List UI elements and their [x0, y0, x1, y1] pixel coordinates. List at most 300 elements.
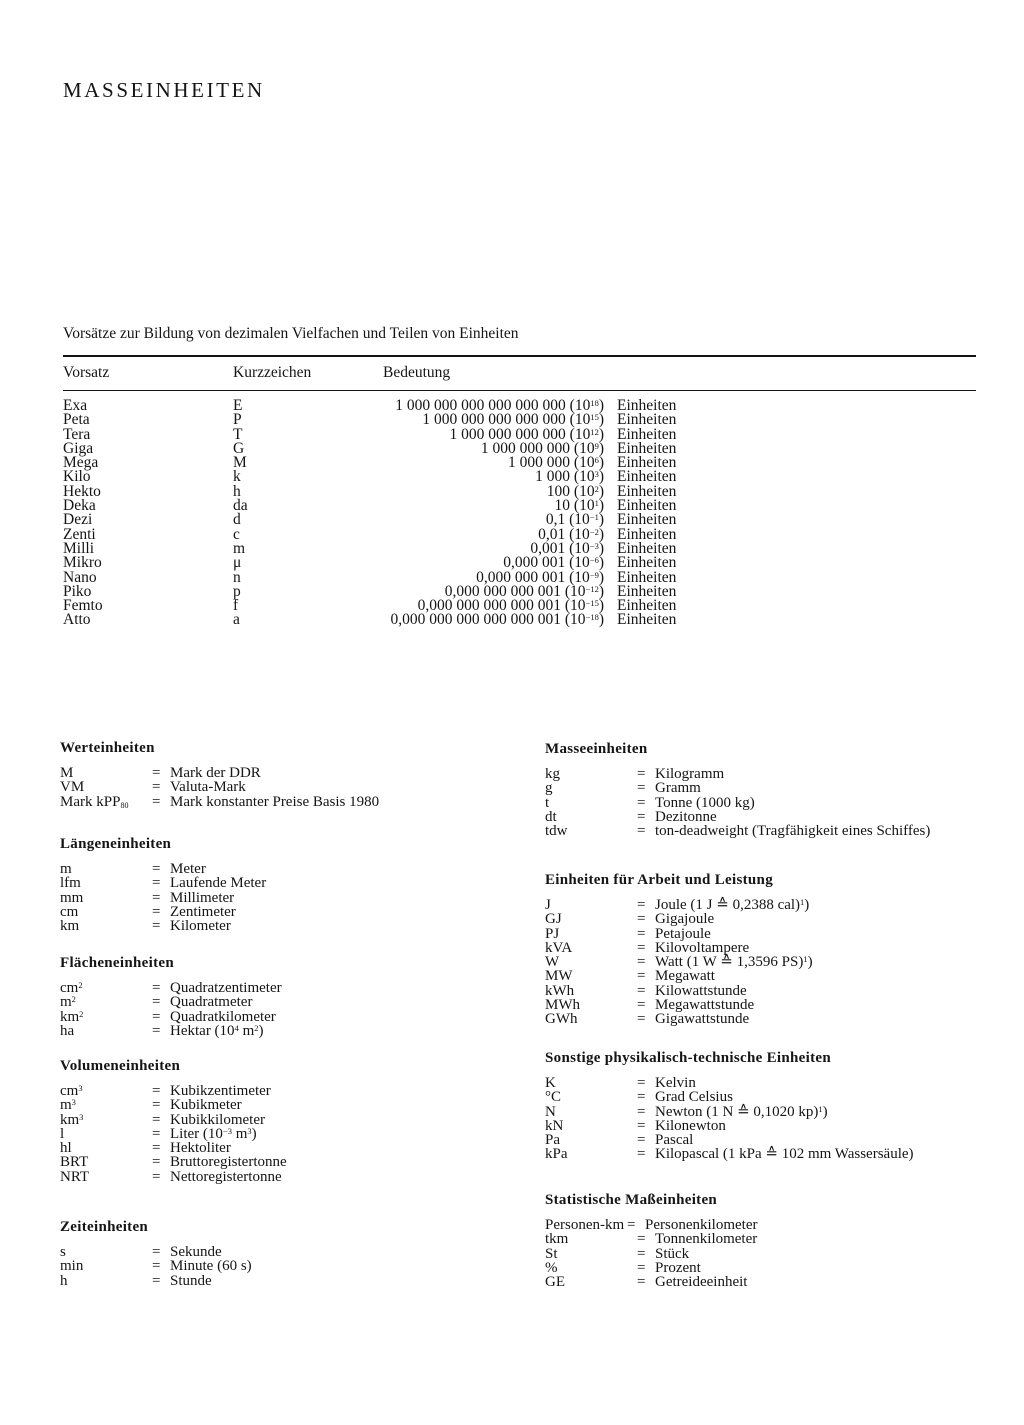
prefix-exponent: 12 [590, 426, 599, 437]
unit-definition: = Prozent [637, 1259, 701, 1276]
prefix-value: 1 000 000 $(10^6)$ [508, 454, 604, 472]
unit-section-masseeinheiten [545, 741, 931, 840]
unit-abbreviation: M [60, 765, 74, 781]
unit-abbreviation: km [60, 918, 80, 935]
list-item [545, 1012, 773, 1026]
prefix-exponent: −12 [585, 583, 599, 594]
equals-sign: = [152, 1111, 161, 1128]
prefix-name: Milli [63, 539, 95, 557]
unit-abbreviation: min [60, 1258, 84, 1275]
equals-sign: = [152, 1097, 161, 1114]
list-item [545, 1090, 831, 1104]
unit-abbreviation: % [545, 1259, 558, 1276]
prefix-symbol: d [233, 511, 241, 529]
prefix-unit-word: Einheiten [617, 454, 677, 472]
equals-sign: = [637, 954, 646, 971]
prefix-name: Exa [63, 397, 88, 414]
unit-abbreviation: VM [60, 779, 85, 796]
equals-sign: = [637, 1259, 646, 1276]
right-section-block [545, 1050, 914, 1163]
prefix-name: Nano [63, 568, 97, 586]
equals-sign: = [152, 980, 161, 996]
table-rule-top [63, 355, 976, 357]
list-item [60, 1244, 222, 1260]
right-section-block [545, 872, 813, 1028]
unit-definition: = Tonne (1000 kg) [637, 794, 755, 811]
column-header-prefix: Vorsatz [63, 364, 110, 381]
list-item [545, 1231, 758, 1248]
prefix-name: Mikro [63, 554, 102, 572]
prefix-unit-word: Einheiten [617, 582, 677, 600]
prefix-value: 1 000 000 000 000 000 $(10^{15})$ [422, 411, 604, 429]
unit-definition: = Sekunde [152, 1244, 222, 1260]
list-item [60, 765, 261, 781]
unit-abbreviation: J [545, 897, 551, 913]
prefix-value: 1 000 000 000 000 000 000 $(10^{18})$ [395, 397, 604, 414]
unit-abbreviation: PJ [545, 925, 560, 942]
unit-definition: = Stück [637, 1245, 690, 1262]
unit-definition: = Kubikzentimeter [152, 1083, 271, 1099]
unit-abbreviation: $m^2$ [60, 994, 76, 1011]
unit-abbreviation: tkm [545, 1231, 569, 1248]
prefix-unit-word: Einheiten [617, 425, 677, 443]
unit-definition: = Millimeter [152, 889, 235, 906]
list-item [60, 1154, 287, 1171]
unit-definition: = Bruttoregistertonne [152, 1154, 287, 1171]
unit-section-l-ngeneinheiten [60, 836, 267, 935]
unit-abbreviation: l [60, 1125, 65, 1142]
equals-sign: = [152, 889, 161, 906]
list-item [545, 1217, 758, 1233]
abbr-superscript: 3 [78, 1083, 83, 1093]
unit-abbreviation: kN [545, 1117, 564, 1134]
equals-sign: = [637, 1089, 646, 1106]
equals-sign: = [152, 875, 161, 892]
abbr-superscript: 3 [79, 1111, 84, 1122]
unit-abbreviation: BRT [60, 1154, 89, 1171]
prefix-name: Kilo [63, 468, 91, 486]
desc-superscript: 3 [247, 1125, 252, 1136]
unit-definition: = Gigajoule [637, 911, 715, 928]
prefix-name: Atto [63, 611, 91, 629]
unit-abbreviation: St [545, 1245, 558, 1262]
desc-superscript: 2 [254, 1022, 259, 1033]
equals-sign: = [152, 1083, 161, 1099]
unit-definition: = Zentimeter [152, 903, 236, 920]
abbr-superscript: 2 [78, 980, 83, 990]
prefix-symbol: h [233, 482, 241, 500]
prefix-unit-word: Einheiten [617, 525, 677, 543]
equals-sign: = [627, 1217, 636, 1233]
list-item [60, 1140, 231, 1157]
prefix-table-body [0, 399, 1024, 628]
list-item [545, 808, 717, 825]
list-item [60, 980, 282, 996]
desc-superscript: 1 [800, 897, 805, 907]
prefix-value: 0,000 001 $(10^{-6})$ [503, 554, 604, 572]
prefix-exponent: −2 [589, 526, 599, 537]
left-section-block [60, 1219, 252, 1289]
prefix-unit-word: Einheiten [617, 439, 677, 457]
prefix-symbol: da [233, 497, 248, 515]
unit-definition: = Watt (1 W ≙ 1,3596 PS)$^1$) [637, 954, 813, 971]
prefix-symbol: M [233, 454, 247, 472]
unit-abbreviation: $cm^2$ [60, 980, 83, 996]
unit-abbreviation: W [545, 954, 560, 971]
unit-definition: = Quadratkilometer [152, 1008, 276, 1025]
equals-sign: = [152, 779, 161, 796]
unit-abbreviation: t [545, 794, 550, 811]
prefix-name: Peta [63, 411, 90, 429]
prefix-name: Dezi [63, 511, 93, 529]
unit-abbreviation: lfm [60, 875, 81, 892]
prefix-symbol: f [233, 597, 239, 615]
prefix-exponent: 18 [590, 398, 599, 408]
equals-sign: = [152, 1154, 161, 1171]
prefix-unit-word: Einheiten [617, 468, 677, 486]
section-heading: Volumeneinheiten [60, 1058, 181, 1074]
unit-definition: = Joule (1 J ≙ 0,2388 cal)$^1$) [637, 897, 810, 913]
unit-definition: = Kubikkilometer [152, 1111, 265, 1128]
unit-definition: = Kilowattstunde [637, 982, 747, 999]
prefix-value: 0,001 $(10^{-3})$ [530, 539, 604, 557]
unit-section-werteinheiten [60, 740, 380, 810]
right-section-block [545, 1192, 758, 1291]
prefix-unit-word: Einheiten [617, 497, 677, 515]
equals-sign: = [637, 780, 646, 797]
left-section-block [60, 740, 380, 810]
unit-definition: = Newton (1 N ≙ 0,1020 kp)$^1$) [637, 1103, 828, 1120]
prefix-exponent: −3 [589, 540, 599, 551]
prefix-exponent: 1 [594, 498, 599, 509]
table-row [0, 513, 1024, 527]
list-item [545, 1274, 748, 1291]
list-item [545, 984, 773, 998]
equals-sign: = [637, 1011, 646, 1028]
equals-sign: = [152, 793, 161, 810]
prefix-exponent: 2 [594, 483, 599, 494]
list-item [60, 875, 267, 892]
equals-sign: = [152, 1272, 161, 1289]
unit-definition: = Liter ($10^{-3}$ $m^3$) [152, 1125, 257, 1142]
list-item [545, 897, 810, 913]
equals-sign: = [152, 1022, 161, 1039]
list-item [545, 1105, 831, 1119]
abbr-superscript: 2 [71, 994, 76, 1005]
unit-abbreviation: kPa [545, 1146, 568, 1163]
prefix-exponent: 6 [594, 455, 599, 466]
prefix-unit-word: Einheiten [617, 511, 677, 529]
list-item [60, 1022, 264, 1039]
prefix-exponent: −9 [589, 569, 599, 580]
equals-sign: = [152, 1140, 161, 1157]
equals-sign: = [637, 925, 646, 942]
prefix-value: 1 000 $(10^3)$ [535, 468, 604, 486]
prefix-exponent: 15 [590, 412, 599, 423]
abbr-superscript: 2 [79, 1008, 84, 1019]
left-section-block [60, 1058, 287, 1185]
list-item [60, 918, 231, 935]
list-item [60, 1111, 265, 1128]
unit-definition: = Quadratzentimeter [152, 980, 282, 996]
list-item [60, 793, 380, 810]
equals-sign: = [152, 861, 161, 877]
prefix-unit-word: Einheiten [617, 597, 677, 615]
unit-definition: = Laufende Meter [152, 875, 267, 892]
equals-sign: = [637, 808, 646, 825]
unit-abbreviation: m [60, 861, 72, 877]
list-item [545, 780, 701, 797]
equals-sign: = [152, 1008, 161, 1025]
list-item [545, 969, 773, 983]
list-item [545, 998, 773, 1012]
left-section-block [60, 955, 282, 1039]
page-title: MASSEINHEITEN [63, 78, 265, 102]
equals-sign: = [637, 1245, 646, 1262]
unit-abbreviation: Mark kPP$_{80}$ [60, 793, 129, 810]
equals-sign: = [637, 939, 646, 956]
unit-abbreviation: dt [545, 808, 557, 825]
prefix-value: 1 000 000 000 $(10^9)$ [480, 439, 604, 457]
unit-definition: = Nettoregistertonne [152, 1168, 282, 1185]
prefix-exponent: −18 [585, 612, 599, 623]
equals-sign: = [637, 897, 646, 913]
list-item [60, 1258, 252, 1275]
unit-definition: = Grad Celsius [637, 1089, 733, 1106]
prefix-value: 0,000 000 000 001 $(10^{-12})$ [444, 582, 604, 600]
unit-abbreviation: GJ [545, 911, 562, 928]
list-item [545, 766, 725, 782]
unit-abbreviation: GWh [545, 1011, 578, 1028]
column-header-symbol: Kurzzeichen [233, 364, 312, 381]
list-item [545, 823, 931, 840]
unit-definition: = Minute (60 s) [152, 1258, 252, 1275]
equals-sign: = [637, 1132, 646, 1149]
list-item [60, 1168, 282, 1185]
unit-section-einheiten-f-r-arbeit-und-leistung [545, 872, 813, 1028]
unit-section-zeiteinheiten [60, 1219, 252, 1289]
unit-abbreviation: mm [60, 889, 84, 906]
unit-abbreviation: $m^3$ [60, 1097, 76, 1114]
unit-abbreviation: kg [545, 766, 560, 782]
equals-sign: = [152, 765, 161, 781]
unit-definition: = Kilovoltampere [637, 939, 750, 956]
prefix-symbol: p [233, 582, 241, 600]
list-item [60, 994, 253, 1011]
unit-abbreviation: K [545, 1075, 556, 1091]
unit-definition: = Getreideeinheit [637, 1274, 748, 1291]
equals-sign: = [637, 1075, 646, 1091]
prefix-value: 1 000 000 000 000 $(10^{12})$ [449, 425, 604, 443]
prefix-name: Deka [63, 497, 96, 515]
left-section-block [60, 836, 267, 935]
prefix-name: Mega [63, 454, 99, 472]
prefix-symbol: E [233, 397, 243, 414]
equals-sign: = [637, 1231, 646, 1248]
unit-abbreviation: cm [60, 903, 79, 920]
table-rule-header [63, 390, 976, 391]
section-heading: Sonstige physikalisch-technische Einheiten [545, 1050, 831, 1066]
prefix-symbol: T [233, 425, 243, 443]
unit-definition: = Hektoliter [152, 1140, 231, 1157]
desc-superscript: 4 [234, 1022, 239, 1033]
equals-sign: = [637, 997, 646, 1014]
section-heading: Masseeinheiten [545, 741, 648, 757]
unit-section-statistische-ma-einheiten [545, 1192, 758, 1291]
list-item [545, 1146, 914, 1163]
unit-definition: = Dezitonne [637, 808, 717, 825]
unit-abbreviation: hl [60, 1140, 72, 1157]
prefix-exponent: 9 [594, 440, 599, 451]
unit-definition: = Megawatt [637, 968, 715, 985]
equals-sign: = [637, 794, 646, 811]
desc-superscript: 1 [803, 954, 808, 965]
prefix-symbol: μ [233, 554, 242, 572]
equals-sign: = [152, 1244, 161, 1260]
prefix-name: Piko [63, 582, 92, 600]
section-heading: Einheiten für Arbeit und Leistung [545, 872, 774, 888]
unit-definition: = Kelvin [637, 1075, 696, 1091]
prefix-value: 0,000 000 000 000 000 001 $(10^{-18})$ [390, 611, 604, 629]
table-row [0, 499, 1024, 513]
prefix-unit-word: Einheiten [617, 611, 677, 629]
abbr-superscript: 3 [71, 1097, 76, 1108]
unit-abbreviation: ha [60, 1022, 75, 1039]
unit-definition: = Kubikmeter [152, 1097, 242, 1114]
equals-sign: = [152, 918, 161, 935]
unit-abbreviation: MWh [545, 997, 580, 1014]
unit-abbreviation: kWh [545, 982, 575, 999]
unit-definition: = Gigawattstunde [637, 1011, 750, 1028]
prefix-name: Femto [63, 597, 103, 615]
unit-abbreviation: Personen-km [545, 1217, 625, 1233]
unit-abbreviation: s [60, 1244, 66, 1260]
unit-definition: = Kilonewton [637, 1117, 726, 1134]
list-item [545, 954, 813, 971]
unit-abbreviation: $km^3$ [60, 1111, 84, 1128]
right-section-block [545, 741, 931, 840]
prefix-exponent: −6 [589, 555, 599, 566]
list-item [545, 1076, 831, 1090]
unit-abbreviation: GE [545, 1274, 565, 1291]
prefix-symbol: a [233, 611, 240, 629]
prefix-value: 0,000 000 000 000 001 $(10^{-15})$ [417, 597, 604, 615]
unit-definition: = Petajoule [637, 925, 711, 942]
prefix-unit-word: Einheiten [617, 411, 677, 429]
table-row [0, 470, 1024, 484]
unit-abbreviation: NRT [60, 1168, 90, 1185]
equals-sign: = [637, 1274, 646, 1291]
equals-sign: = [637, 968, 646, 985]
prefix-unit-word: Einheiten [617, 539, 677, 557]
column-header-meaning: Bedeutung [383, 364, 451, 381]
unit-definition: = Kilometer [152, 918, 231, 935]
unit-definition: = Quadratmeter [152, 994, 253, 1011]
unit-definition: = Kilogramm [637, 766, 725, 782]
unit-abbreviation: kVA [545, 939, 573, 956]
equals-sign: = [152, 994, 161, 1011]
prefix-name: Zenti [63, 525, 96, 543]
unit-definition: = Stunde [152, 1272, 212, 1289]
section-heading: Zeiteinheiten [60, 1219, 149, 1235]
unit-abbreviation: Pa [545, 1132, 560, 1149]
prefix-symbol: m [233, 539, 246, 557]
unit-definition: = Megawattstunde [637, 997, 755, 1014]
unit-abbreviation: $km^2$ [60, 1008, 84, 1025]
prefix-exponent: −15 [585, 598, 599, 609]
list-item [60, 889, 235, 906]
prefix-value: 0,000 000 001 $(10^{-9})$ [476, 568, 604, 586]
prefix-symbol: n [233, 568, 241, 586]
unit-definition: = Kilopascal (1 kPa ≙ 102 mm Wassersäule) [637, 1146, 914, 1163]
list-item [60, 1097, 242, 1114]
unit-abbreviation: MW [545, 968, 573, 985]
section-heading: Flächeneinheiten [60, 955, 174, 971]
list-item [545, 1261, 717, 1275]
prefix-unit-word: Einheiten [617, 568, 677, 586]
unit-definition: = Valuta-Mark [152, 779, 246, 796]
desc-superscript: −3 [222, 1125, 232, 1136]
equals-sign: = [637, 766, 646, 782]
equals-sign: = [152, 1168, 161, 1185]
list-item [545, 1247, 717, 1261]
list-item [60, 1125, 257, 1142]
equals-sign: = [637, 1117, 646, 1134]
unit-abbreviation: °C [545, 1089, 562, 1106]
unit-definition: = Hektar ($10^4$ $m^2$) [152, 1022, 264, 1039]
prefix-unit-word: Einheiten [617, 482, 677, 500]
equals-sign: = [637, 1103, 646, 1120]
equals-sign: = [152, 903, 161, 920]
equals-sign: = [637, 823, 646, 840]
unit-abbreviation: N [545, 1103, 556, 1120]
prefix-name: Tera [63, 425, 91, 443]
prefix-exponent: 3 [594, 469, 599, 480]
table-row [0, 525, 1024, 543]
list-item [545, 927, 773, 941]
unit-definition: = Mark der DDR [152, 765, 261, 781]
list-item [545, 794, 755, 811]
prefix-name: Giga [63, 439, 94, 457]
prefix-symbol: P [233, 411, 242, 429]
prefix-exponent: −1 [589, 512, 599, 523]
unit-definition: = Personenkilometer [627, 1217, 758, 1233]
section-heading: Statistische Maßeinheiten [545, 1192, 718, 1208]
list-item [60, 1083, 271, 1099]
list-item [60, 903, 236, 920]
prefix-value: 0,1 $(10^{-1})$ [545, 511, 604, 529]
unit-abbreviation: $cm^3$ [60, 1083, 83, 1099]
prefix-value: 10 $(10^1)$ [554, 497, 604, 515]
prefix-symbol: G [233, 439, 245, 457]
prefix-symbol: c [233, 525, 240, 543]
section-heading: Werteinheiten [60, 740, 155, 756]
prefix-name: Hekto [63, 482, 101, 500]
prefix-unit-word: Einheiten [617, 397, 677, 414]
list-item [545, 1119, 831, 1133]
prefix-value: 100 $(10^2)$ [546, 482, 604, 500]
equals-sign: = [637, 911, 646, 928]
unit-abbreviation: g [545, 780, 553, 797]
table-row [0, 482, 1024, 500]
unit-definition: = Pascal [637, 1132, 694, 1149]
unit-section-fl-cheneinheiten [60, 955, 282, 1039]
unit-definition: = Mark konstanter Preise Basis 1980 [152, 793, 380, 810]
section-heading: Längeneinheiten [60, 836, 172, 852]
unit-definition: = Gramm [637, 780, 701, 797]
unit-abbreviation: h [60, 1272, 68, 1289]
unit-abbreviation: tdw [545, 823, 568, 840]
